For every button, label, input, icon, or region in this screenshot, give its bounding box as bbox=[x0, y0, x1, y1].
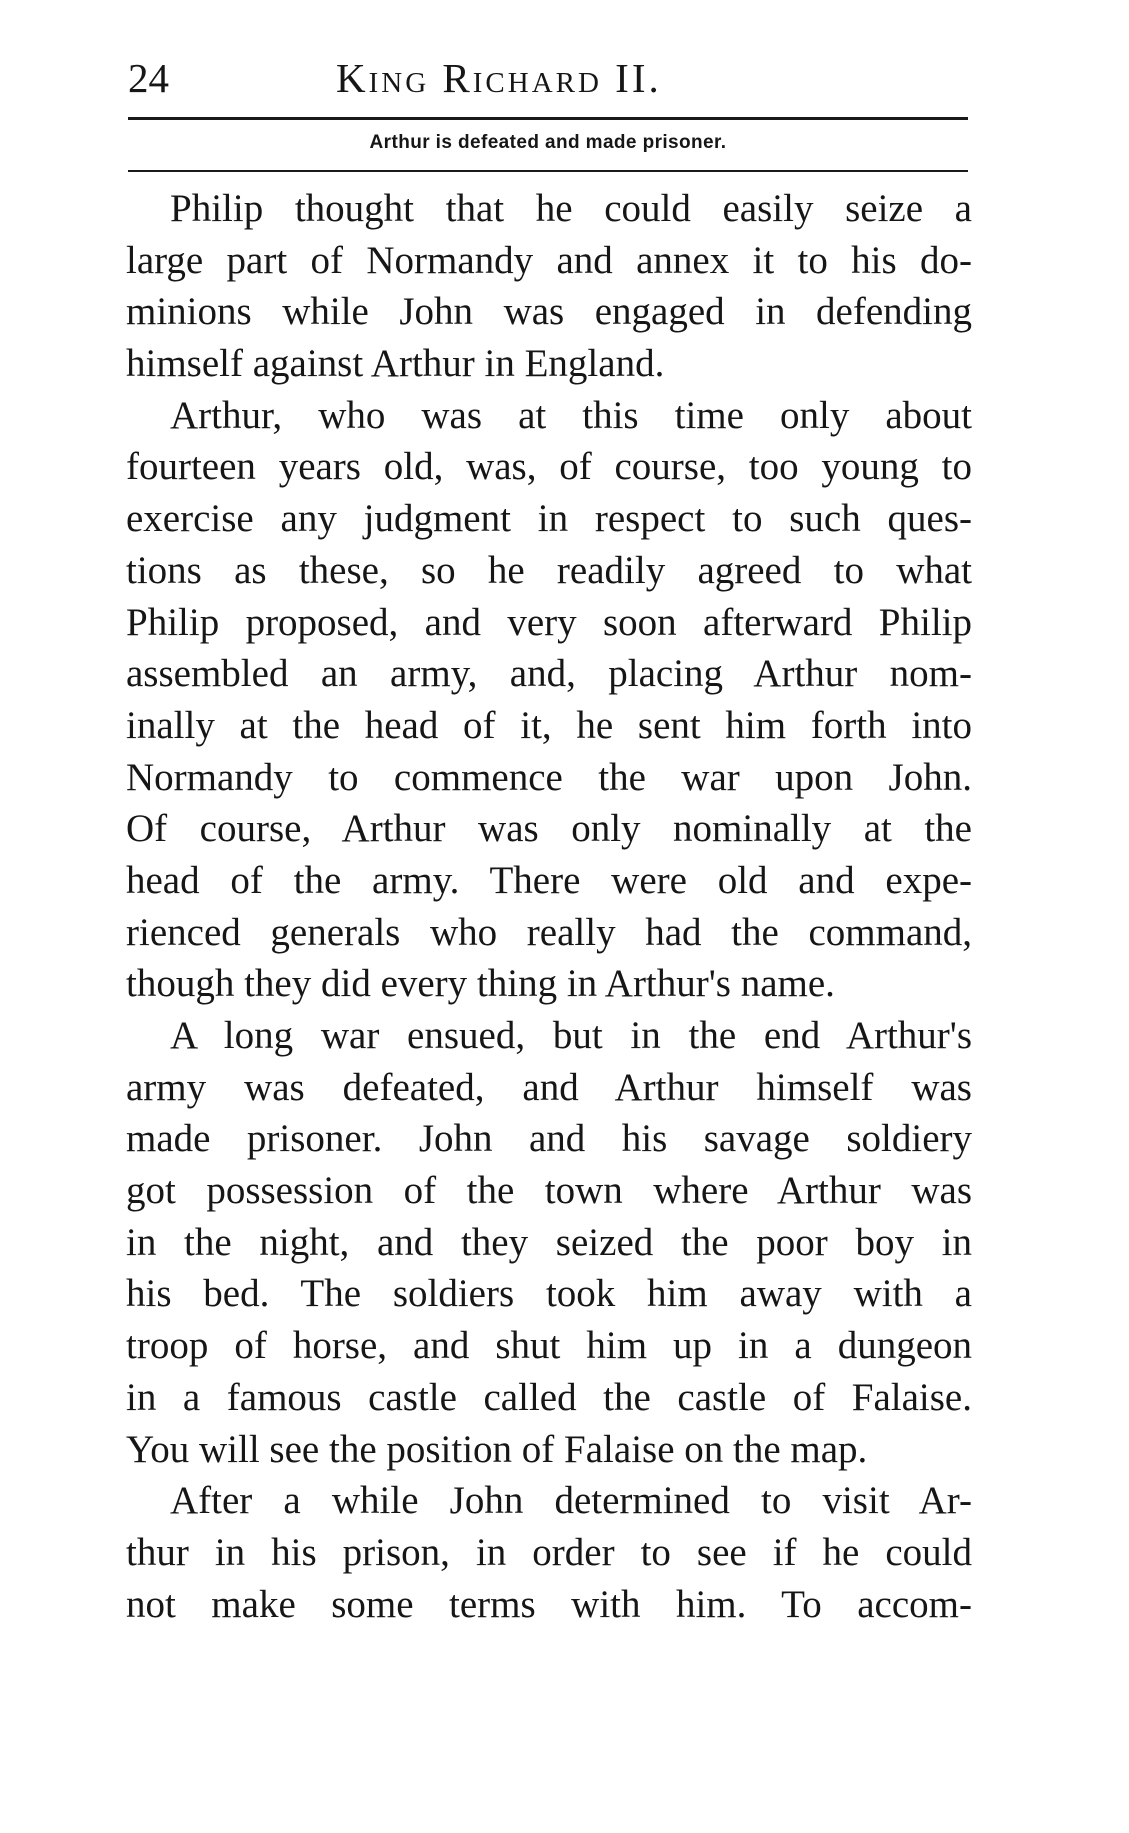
text-line: After a while John determined to visit Ar- bbox=[170, 1479, 972, 1523]
text-line: Normandy to commence the war upon John. bbox=[126, 755, 972, 799]
text-line: assembled an army, and, placing Arthur nom- bbox=[126, 652, 972, 696]
text-line: Philip proposed, and very soon afterward Philip bbox=[126, 600, 972, 644]
text-line: inally at the head of it, he sent him forth into bbox=[126, 703, 972, 747]
text-line: Philip thought that he could easily seize a bbox=[170, 187, 972, 230]
text-line: fourteen years old, was, of course, too young to bbox=[126, 445, 972, 489]
text-line: himself against Arthur in England. bbox=[126, 342, 665, 386]
text-line: his bed. The soldiers took him away with a bbox=[126, 1272, 972, 1316]
side-note-heading: Arthur is defeated and made prisoner. bbox=[369, 132, 727, 153]
text-line: Arthur, who was at this time only about bbox=[170, 393, 972, 437]
text-line: in a famous castle called the castle of Falaise. bbox=[126, 1375, 972, 1419]
text-line: though they did every thing in Arthur's name. bbox=[126, 962, 835, 1006]
text-line: not make some terms with him. To accom- bbox=[126, 1582, 972, 1626]
running-title: King Richard II. bbox=[336, 55, 662, 101]
page-number: 24 bbox=[128, 55, 169, 101]
text-line: large part of Normandy and annex it to his do- bbox=[126, 238, 972, 282]
text-line: minions while John was engaged in defending bbox=[126, 290, 972, 334]
text-line: tions as these, so he readily agreed to what bbox=[126, 548, 972, 592]
text-line: rienced generals who really had the command, bbox=[126, 910, 972, 954]
text-line: made prisoner. John and his savage soldiery bbox=[126, 1117, 972, 1161]
text-line: You will see the position of Falaise on the map. bbox=[126, 1427, 868, 1471]
text-line: head of the army. There were old and expe- bbox=[126, 858, 972, 902]
body-text bbox=[126, 183, 972, 1630]
text-line: troop of horse, and shut him up in a dungeon bbox=[126, 1324, 972, 1368]
text-line: exercise any judgment in respect to such ques- bbox=[126, 497, 972, 541]
running-head bbox=[128, 48, 968, 108]
text-line: Of course, Arthur was only nominally at the bbox=[126, 807, 972, 851]
header-rule-bottom bbox=[128, 170, 968, 172]
text-line: got possession of the town where Arthur was bbox=[126, 1169, 972, 1213]
text-line: in the night, and they seized the poor boy in bbox=[126, 1220, 972, 1264]
header-rule-top bbox=[128, 117, 968, 120]
text-line: thur in his prison, in order to see if he could bbox=[126, 1530, 972, 1574]
text-line: army was defeated, and Arthur himself was bbox=[126, 1065, 972, 1109]
text-line: A long war ensued, but in the end Arthur's bbox=[170, 1014, 972, 1057]
